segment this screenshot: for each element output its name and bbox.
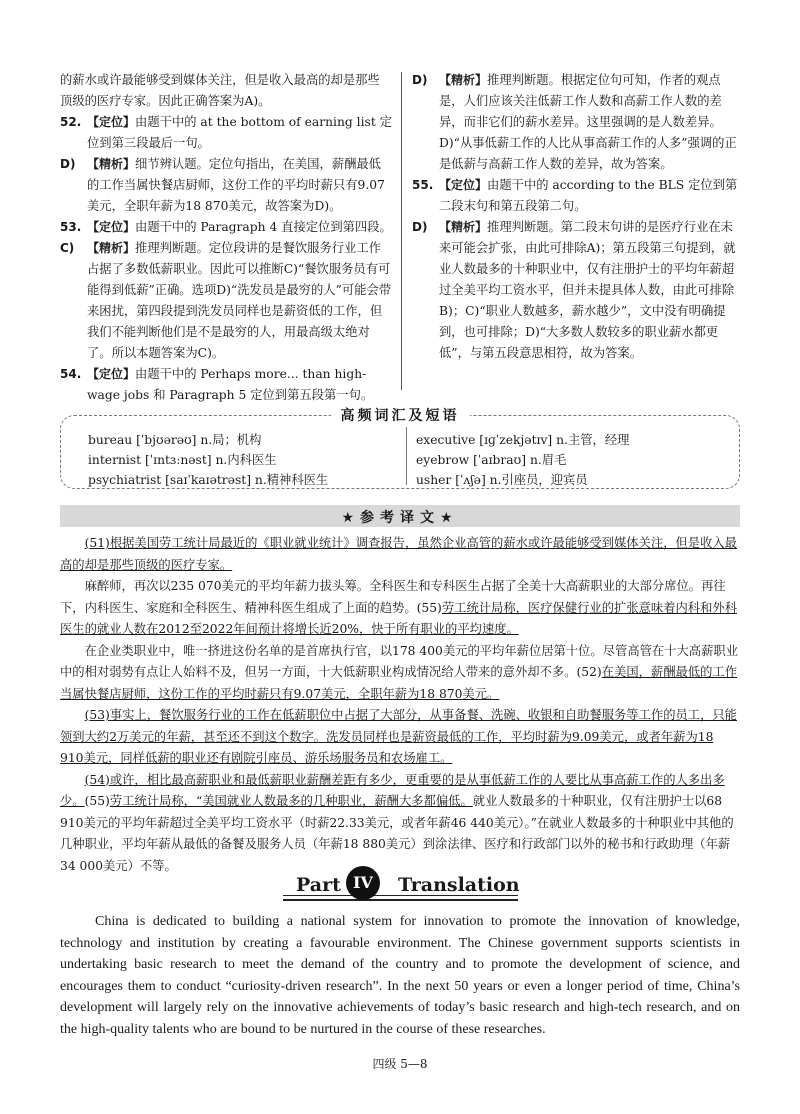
vocab-item: bureau [ˈbjʊərəʊ] n.局；机构 (88, 433, 262, 447)
answer-text: 推理判断题。第二段末句讲的是医疗行业在未来可能会扩张，由此可排除A)；第五段第三句提到，就业人数最多的十种职业中，仅有注册护士的平均年薪超过全美平均工资水平，但并未提具体人数，由此可排除B)；C)“职业人数越多，薪水越少”，文中没有明确提到，也可排除；D)“大多数人数较多的职业薪水都更低”，与第五段意思相符，故为答案。 (439, 220, 736, 360)
answer-tag: 【定位】 (439, 178, 488, 192)
translation-text: China is dedicated to building a national system for innovation to promote the innovation of knowledge, technology and institution by creating a favourable environment. The Chinese government supports scientists in undertaking basic research to meet the demand of the country and to promote the development of science, and encourages them to conduct “curiosity-driven research”. In the next 50 years or even a longer period of time, China’s development will largely rely on the innovative achievements of today’s basic research and high-tech research, and on the high-quality talents who are bound to be nurtured in the course of these researches. (60, 914, 740, 1037)
underlined-text: 在美国，薪酬最低的工作当属快餐店厨师，这份工作的平均时薪只有9.07美元，全职年薪为18 870美元。 (60, 665, 737, 701)
underlined-text: 劳工统计局称，医疗保健行业的扩张意味着内科和外科医生的就业人数在2012至2022年间预计将增长近20%，快于所有职业的平均速度。 (60, 600, 737, 636)
paragraph-text: (55) (84, 794, 110, 808)
vocab-item: usher [ˈʌʃə] n.引座员，迎宾员 (416, 473, 588, 487)
answer-entry (60, 364, 392, 406)
answer-choice: D) (412, 73, 428, 87)
paragraph-text: 在企业类职业中，唯一挤进这份名单的是首席执行官，以178 400美元的平均年薪位居第十位。尽管高管在十大高薪职业中的相对弱势有点让人始料不及，但另一方面，十大低薪职业构成情况给人带来的意外却不多。(52) (60, 643, 738, 679)
answer-text: 由题干中的 Perhaps more... than high-wage jobs 和 Paragraph 5 定位到第五段第一句。 (87, 367, 374, 402)
paragraph-text: 就业人数最多的十种职业，仅有注册护士以68 910美元的平均年薪超过全美平均工资水平（时薪22.33美元，或者年薪46 440美元）。”在就业人数最多的十种职业中其他的几种职业，平均年薪从最低的备餐及服务人员（年薪18 880美元）到涂法律、医疗和行政部门以外的秘书和行政助理（年薪34 000美元）不等。 (60, 794, 734, 873)
vocab-item: executive [ɪɡˈzekjətɪv] n.主管，经理 (416, 433, 630, 447)
answer-entry (60, 238, 392, 364)
vocabulary-divider (406, 427, 407, 485)
part-number-badge: IV (346, 866, 380, 900)
vocabulary-list-left (88, 430, 328, 490)
part-title: Translation (398, 874, 520, 896)
answer-tag: 【定位】 (87, 367, 136, 381)
reference-paragraph (60, 533, 740, 576)
underlined-text: 劳工统计局称，“美国就业人数最多的几种职业，薪酬大多都偏低。 (109, 794, 473, 808)
answer-entry (412, 175, 744, 217)
vocabulary-title: 高频词汇及短语 (60, 405, 740, 425)
underlined-text: (51)根据美国劳工统计局最近的《职业就业统计》调查报告，虽然企业高管的薪水或许最能够受到媒体关注，但是收入最高的却是那些顶级的医疗专家。 (60, 536, 737, 572)
answer-text: 的薪水或许最能够受到媒体关注，但是收入最高的却是那些顶级的医疗专家。因此正确答案为A)。 (60, 73, 380, 108)
page-footer: 四级 5—8 (372, 1057, 428, 1071)
question-number: 54. (60, 367, 82, 381)
answer-text: 推理判断题。定位段讲的是餐饮服务行业工作占据了多数低薪职业。因此可以推断C)“餐饮服务员有可能得到低薪”正确。选项D)“洗发员是最穷的人”可能会带来困扰，第四段提到洗发员同样也是薪资低的工作，但我们不能判断他们是不是最穷的人，用最高级太绝对了。所以本题答案为C)。 (87, 241, 392, 360)
answer-tag: 【定位】 (87, 220, 136, 234)
answer-tag: 【精析】 (87, 157, 136, 171)
underlined-text: (53)事实上，餐饮服务行业的工作在低薪职位中占据了大部分，从事备餐、洗碗、收银和自助餐服务等工作的员工，只能领到大约2万美元的年薪，甚至还不到这个数字。洗发员同样也是薪资最低的工作，平均时薪为9.09美元，或者年薪为18 910美元，同样低薪的职业还有剧院引座员、游乐场服务员和农场雇工。 (60, 708, 737, 765)
paragraph-text: 麻醉师，再次以235 070美元的平均年薪力拔头筹。全科医生和专科医生占据了全美十大高薪职业的大部分席位。再往下，内科医生、家庭和全科医生、精神科医生组成了上面的趋势。(55) (60, 579, 726, 615)
part-header (0, 860, 800, 910)
answer-entry (412, 217, 744, 364)
reference-translation-header (60, 505, 740, 527)
answer-entry (60, 70, 392, 112)
vocab-item: internist [ˈɪntɜːnəst] n.内科医生 (88, 453, 277, 467)
question-number: 52. (60, 115, 82, 129)
answer-entry (60, 154, 392, 217)
reference-paragraph (60, 641, 740, 706)
answer-text: 推理判断题。根据定位句可知，作者的观点是，人们应该关注低薪工作人数和高薪工作人数的差异，而非它们的薪水差异。这里强调的是人数差异。D)“从事低薪工作的人比从事高薪工作的人多”强调的正是低薪与高薪工作人数的差异，故为答案。 (439, 73, 737, 171)
reference-title: ★参考译文★ (341, 510, 459, 526)
vocab-item: eyebrow [ˈaɪbraʊ] n.眉毛 (416, 453, 567, 467)
reference-translation-body (60, 533, 740, 877)
answer-entry (60, 217, 392, 238)
translation-passage (60, 911, 740, 1040)
reference-paragraph (60, 576, 740, 641)
vocab-item: psychiatrist [saɪˈkaɪətrəst] n.精神科医生 (88, 473, 329, 487)
answer-text: 细节辨认题。定位句指出，在美国，薪酬最低的工作当属快餐店厨师，这份工作的平均时薪只有9.07美元，全职年薪为18 870美元，故答案为D)。 (87, 157, 385, 213)
answer-text: 由题干中的 at the bottom of earning list 定位到第三段最后一句。 (87, 115, 392, 150)
answer-tag: 【精析】 (87, 241, 136, 255)
answer-entry (412, 70, 744, 175)
answer-choice: D) (60, 157, 76, 171)
reference-paragraph (60, 705, 740, 770)
question-number: 53. (60, 220, 82, 234)
answer-tag: 【定位】 (87, 115, 136, 129)
answer-choice: D) (412, 220, 428, 234)
underlined-text: (54)或许，相比最高薪职业和最低薪职业薪酬差距有多少，更重要的是从事低薪工作的人要比从事高薪工作的人多出多少。 (60, 772, 725, 808)
answer-tag: 【精析】 (439, 220, 488, 234)
answer-column-right (412, 70, 744, 364)
answer-entry (60, 112, 392, 154)
answer-tag: 【精析】 (439, 73, 488, 87)
column-divider (401, 72, 402, 390)
answer-text: 由题干中的 according to the BLS 定位到第二段末句和第五段第二句。 (439, 178, 738, 213)
part-underline (283, 899, 518, 901)
question-number: 55. (412, 178, 434, 192)
answer-column-left (60, 70, 392, 406)
answer-text: 由题干中的 Paragraph 4 直接定位到第四段。 (135, 220, 392, 234)
vocabulary-list-right (416, 430, 629, 490)
part-label: Part (296, 874, 341, 896)
vocabulary-box (60, 405, 740, 493)
answer-choice: C) (60, 241, 75, 255)
